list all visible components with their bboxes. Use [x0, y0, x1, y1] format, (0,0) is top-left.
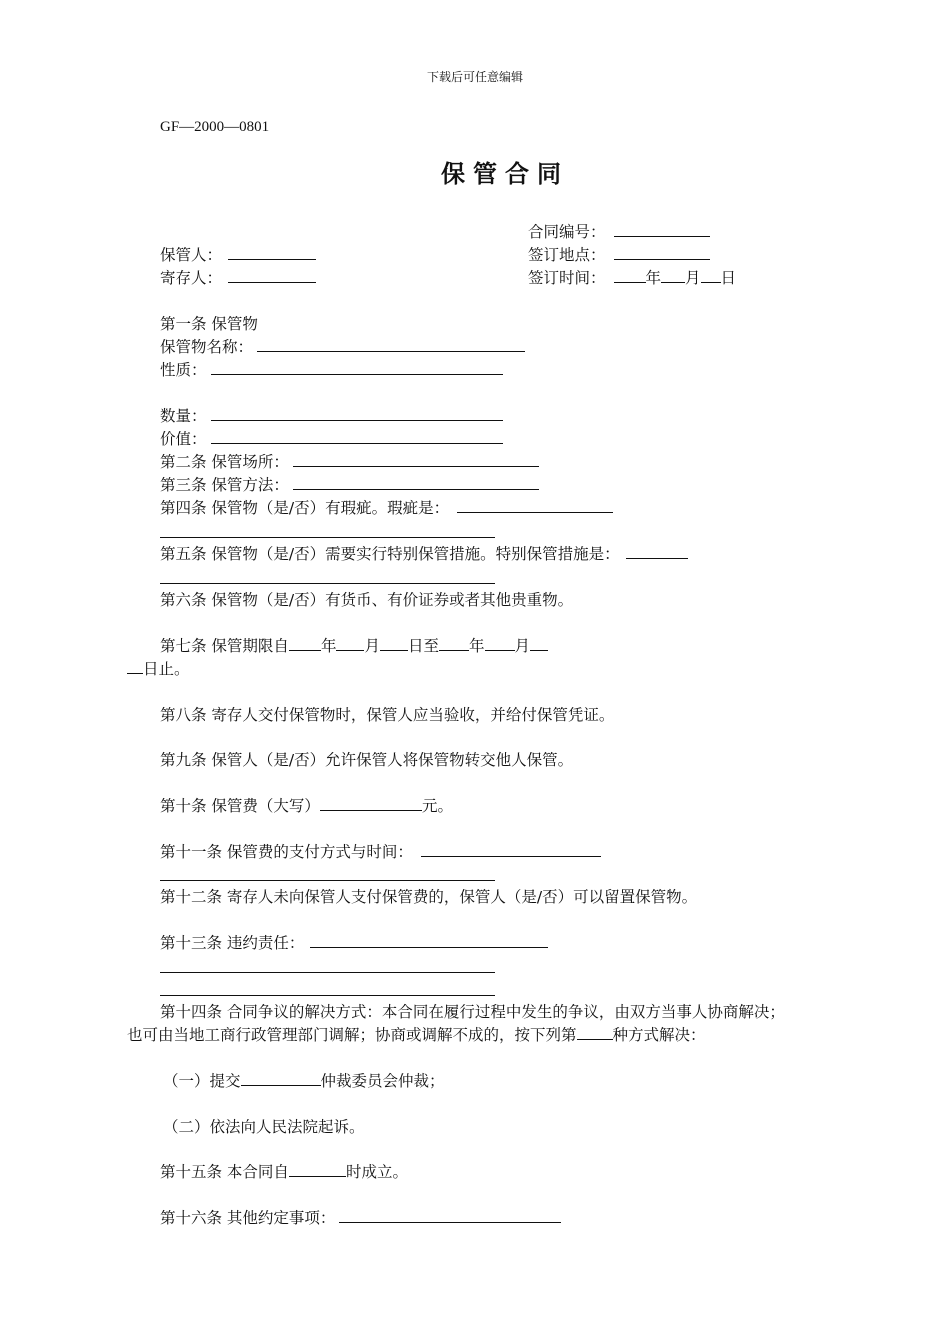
- clause-7: [160, 635, 548, 657]
- sign-time-label: 签订时间：: [528, 269, 606, 287]
- clause-6: 第六条 保管物（是/否）有货币、有价证券或者其他贵重物。: [160, 591, 574, 609]
- payment-field-line-2[interactable]: [160, 880, 495, 881]
- clause-13: [160, 932, 548, 954]
- start-day-field[interactable]: [380, 635, 408, 651]
- clause-10: [160, 795, 453, 817]
- clause-15-text: 第十五条 本合同自: [160, 1163, 289, 1181]
- liability-line-3[interactable]: [160, 995, 495, 996]
- clause-14-line-2-text: 也可由当地工商行政管理部门调解；协商或调解不成的，按下列第: [127, 1026, 577, 1044]
- item-nature-label: 性质：: [160, 361, 207, 379]
- fee-amount-field[interactable]: [320, 795, 422, 811]
- contract-no-label: 合同编号：: [528, 223, 606, 241]
- clause-2: [160, 451, 539, 473]
- end-year-label: 年: [468, 637, 485, 655]
- option-1: [163, 1070, 445, 1092]
- start-year-field[interactable]: [289, 635, 321, 651]
- sign-time-row: [528, 267, 736, 289]
- option-1-text: （一）提交: [163, 1072, 241, 1090]
- end-day-field[interactable]: [530, 635, 548, 651]
- clause-4: [160, 497, 613, 519]
- arbitration-field[interactable]: [241, 1070, 321, 1086]
- depositor-row: [160, 267, 316, 289]
- end-month-field[interactable]: [485, 635, 515, 651]
- liability-line-2[interactable]: [160, 972, 495, 973]
- item-value-field[interactable]: [211, 428, 503, 444]
- item-quantity-field[interactable]: [211, 405, 503, 421]
- item-quantity-label: 数量：: [160, 407, 207, 425]
- item-nature-row: [160, 359, 503, 381]
- custodian-field[interactable]: [228, 244, 316, 260]
- payment-field[interactable]: [421, 841, 601, 857]
- contract-no-field[interactable]: [614, 221, 710, 237]
- sign-place-field[interactable]: [614, 244, 710, 260]
- start-month-label: 月: [364, 637, 380, 655]
- start-day-label: 日至: [407, 637, 439, 655]
- item-value-row: [160, 428, 503, 450]
- contract-no-row: [528, 221, 710, 243]
- special-measures-field[interactable]: [626, 543, 688, 559]
- clause-11-text: 第十一条 保管费的支付方式与时间：: [160, 843, 413, 861]
- end-day-field-cont[interactable]: [127, 658, 143, 674]
- item-name-field[interactable]: [257, 336, 525, 352]
- clause-8: 第八条 寄存人交付保管物时，保管人应当验收，并给付保管凭证。: [160, 706, 615, 724]
- clause-2-text: 第二条 保管场所：: [160, 453, 289, 471]
- special-measures-line-2[interactable]: [160, 583, 495, 584]
- clause-16: [160, 1207, 561, 1229]
- start-year-label: 年: [320, 637, 337, 655]
- sign-month-field[interactable]: [661, 267, 685, 283]
- sign-day-label: 日: [720, 269, 737, 287]
- clause-5-text: 第五条 保管物（是/否）需要实行特别保管措施。特别保管措施是：: [160, 545, 620, 563]
- sign-place-row: [528, 244, 710, 266]
- item-name-row: [160, 336, 525, 358]
- clause-16-text: 第十六条 其他约定事项：: [160, 1209, 336, 1227]
- option-2: （二）依法向人民法院起诉。: [163, 1118, 365, 1136]
- item-quantity-row: [160, 405, 503, 427]
- sign-year-label: 年: [645, 269, 662, 287]
- clause-7-end: [127, 658, 190, 680]
- depositor-label: 寄存人：: [160, 269, 223, 287]
- end-year-field[interactable]: [439, 635, 469, 651]
- clause-10-text: 第十条 保管费（大写）: [160, 797, 320, 815]
- clause-15-end: 时成立。: [345, 1163, 408, 1181]
- clause-10-unit: 元。: [421, 797, 453, 815]
- clause-13-text: 第十三条 违约责任：: [160, 934, 305, 952]
- sign-day-field[interactable]: [701, 267, 721, 283]
- defect-field[interactable]: [457, 497, 613, 513]
- contract-code: GF—2000—0801: [160, 119, 270, 135]
- sign-year-field[interactable]: [614, 267, 646, 283]
- clause-5: [160, 543, 688, 565]
- start-month-field[interactable]: [336, 635, 364, 651]
- clause-14-line-2: [127, 1024, 706, 1046]
- depositor-field[interactable]: [228, 267, 316, 283]
- header-note: 下载后可任意编辑: [426, 70, 523, 84]
- storage-place-field[interactable]: [293, 451, 539, 467]
- defect-field-line-2[interactable]: [160, 537, 495, 538]
- clause-15: [160, 1161, 408, 1183]
- clause-4-text: 第四条 保管物（是/否）有瑕疵。瑕疵是：: [160, 499, 450, 517]
- end-month-label: 月: [514, 637, 531, 655]
- clause-12: 第十二条 寄存人未向保管人支付保管费的，保管人（是/否）可以留置保管物。: [160, 888, 698, 906]
- custodian-row: [160, 244, 316, 266]
- item-nature-field[interactable]: [211, 359, 503, 375]
- page-title: 保管合同: [441, 160, 569, 188]
- other-terms-field[interactable]: [339, 1207, 561, 1223]
- clause-3: [160, 474, 539, 496]
- clause-11: [160, 841, 601, 863]
- clause-14-line-2-end: 种方式解决：: [612, 1026, 706, 1044]
- item-value-label: 价值：: [160, 430, 207, 448]
- sign-month-label: 月: [685, 269, 701, 287]
- item-name-label: 保管物名称：: [160, 338, 254, 356]
- storage-method-field[interactable]: [293, 474, 539, 490]
- effective-field[interactable]: [289, 1161, 346, 1177]
- sign-place-label: 签订地点：: [528, 246, 606, 264]
- resolution-option-field[interactable]: [577, 1024, 613, 1040]
- custodian-label: 保管人：: [160, 246, 223, 264]
- option-1-end: 仲裁委员会仲裁；: [320, 1072, 445, 1090]
- clause-9: 第九条 保管人（是/否）允许保管人将保管物转交他人保管。: [160, 751, 574, 769]
- clause-14-line-1: 第十四条 合同争议的解决方式：本合同在履行过程中发生的争议，由双方当事人协商解决；: [160, 1003, 785, 1021]
- liability-field[interactable]: [310, 932, 548, 948]
- clause-3-text: 第三条 保管方法：: [160, 476, 289, 494]
- clause-7-text: 第七条 保管期限自: [160, 637, 289, 655]
- clause-1-title: 第一条 保管物: [160, 315, 258, 333]
- clause-7-end-text: 日止。: [143, 660, 190, 678]
